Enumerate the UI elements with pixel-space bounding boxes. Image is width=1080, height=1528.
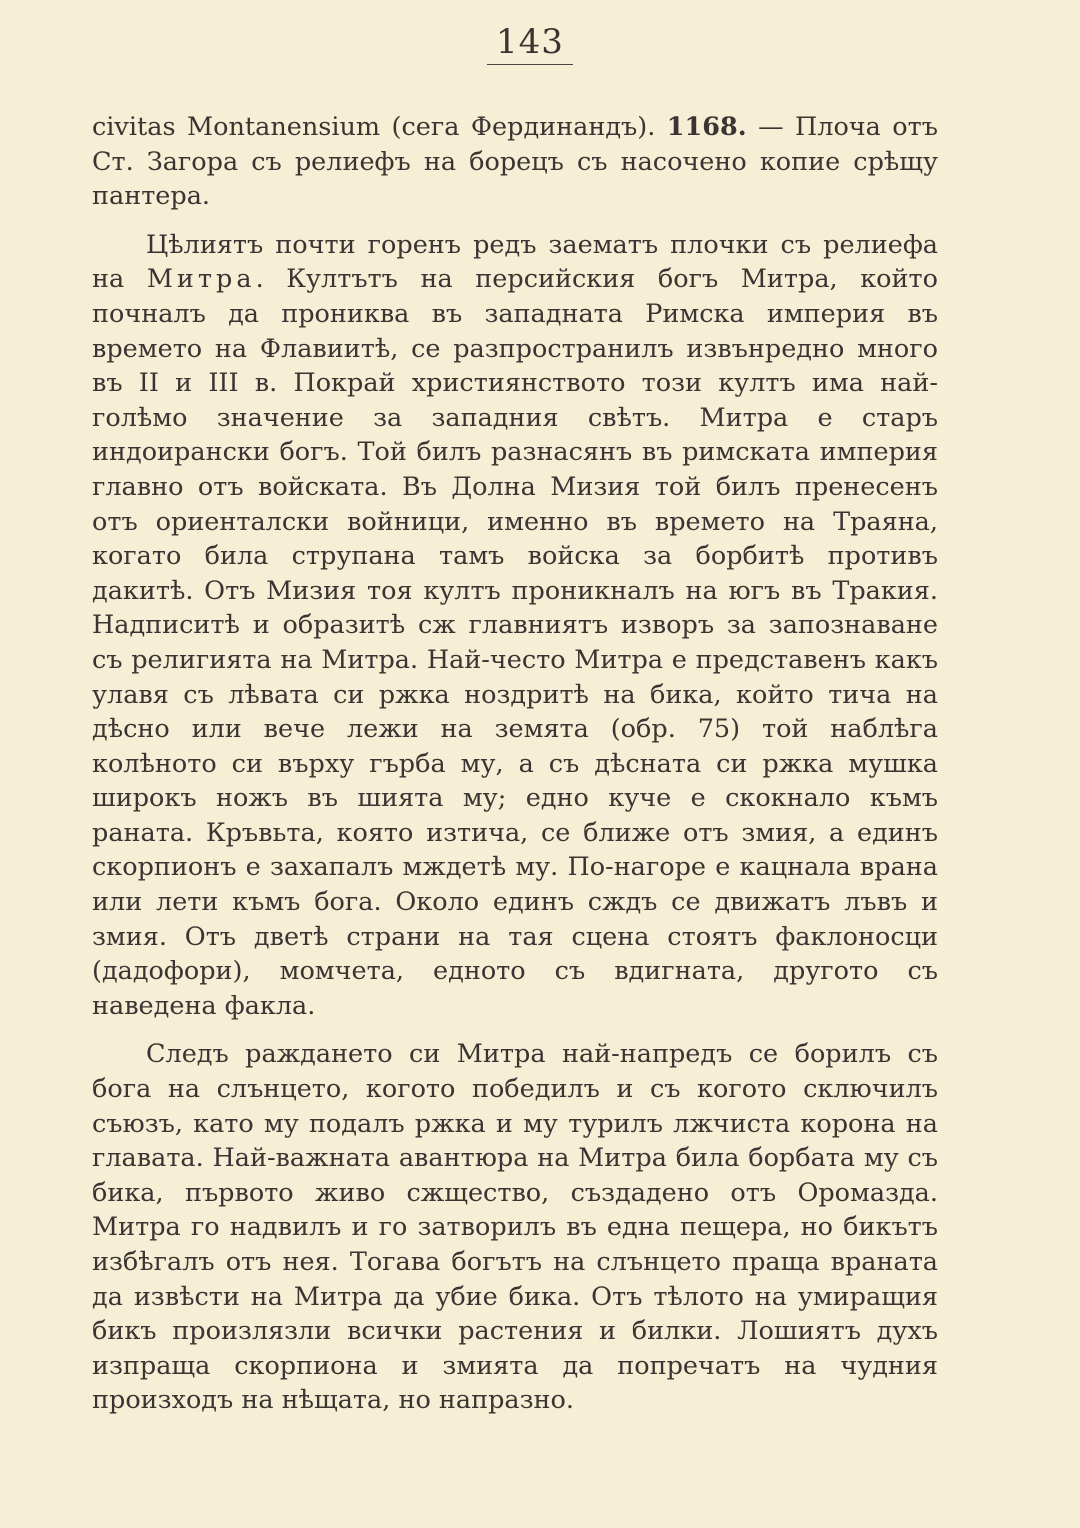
paragraph-1 xyxy=(92,110,938,214)
page-number-rule xyxy=(487,64,573,65)
page-number: 143 xyxy=(496,22,564,62)
text-body xyxy=(92,110,938,1418)
text-run: — Плоча отъ Ст. Загора съ релиефъ на борецъ съ насочено копие срѣщу пантера. xyxy=(92,112,938,212)
text-run: . Култътъ на персийския богъ Митра, който почналъ да прониква въ западната Римска империя въ времето на Флавиитѣ, се разпространилъ извънредно много въ II и III в. Покрай християнството този култъ има най-голѣмо значение за западния свѣтъ. Митра е старъ индоирански богъ. Той билъ разнасянъ въ римската империя главно отъ войската. Въ Долна Мизия той билъ пренесенъ отъ ориенталски войници, именно въ времето на Траяна, когато била струпана тамъ войска за борбитѣ противъ дакитѣ. Отъ Мизия тоя култъ проникналъ на югъ въ Тракия. Надписитѣ и образитѣ сж главниятъ изворъ за запознаване съ религията на Митра. Най-често Митра е представенъ какъ улавя съ лѣвата си ржка ноздритѣ на бика, който тича на дѣсно или вече лежи на земята (обр. 75) той наблѣга колѣното си върху гърба му, а съ дѣсната си ржка мушка широкъ ножъ въ шията му; едно куче е скокнало къмъ раната. Кръвьта, която изтича, се ближе отъ змия, а единъ скорпионъ е захапалъ мждетѣ му. По-нагоре е кацнала врана или лети къмъ бога. Около единъ сждъ се движатъ лъвъ и змия. Отъ дветѣ страни на тая сцена стоятъ факлоносци (дадофори), момчета, едното съ вдигната, другото съ наведена факла. xyxy=(92,264,938,1021)
emphasized-name: Митра xyxy=(146,264,256,295)
text-run: Следъ раждането си Митра най-напредъ се борилъ съ бога на слънцето, когото победилъ и съ когото сключилъ съюзъ, като му подалъ ржка и му турилъ лжчиста корона на главата. Най-важната авантюра на Митра била борбата му съ бика, първото живо сжщество, създадено отъ Оромазда. Митра го надвилъ и го затворилъ въ една пещера, но бикътъ избѣгалъ отъ нея. Тогава богътъ на слънцето праща враната да извѣсти на Митра да убие бика. Отъ тѣлото на умиращия бикъ произлязли всички растения и билки. Лошиятъ духъ изпраща скорпиона и змията да попречатъ на чудния произходъ на нѣщата, но напразно. xyxy=(92,1039,938,1416)
text-run: civitas Montanensium (сега Фердинандъ). xyxy=(92,112,667,142)
text-run: Цѣлиятъ почти горенъ редъ заематъ плочки съ релиефа на xyxy=(92,229,938,295)
paragraph-3 xyxy=(92,1037,938,1418)
catalog-number: 1168. xyxy=(666,112,747,142)
paragraph-2 xyxy=(92,228,938,1024)
